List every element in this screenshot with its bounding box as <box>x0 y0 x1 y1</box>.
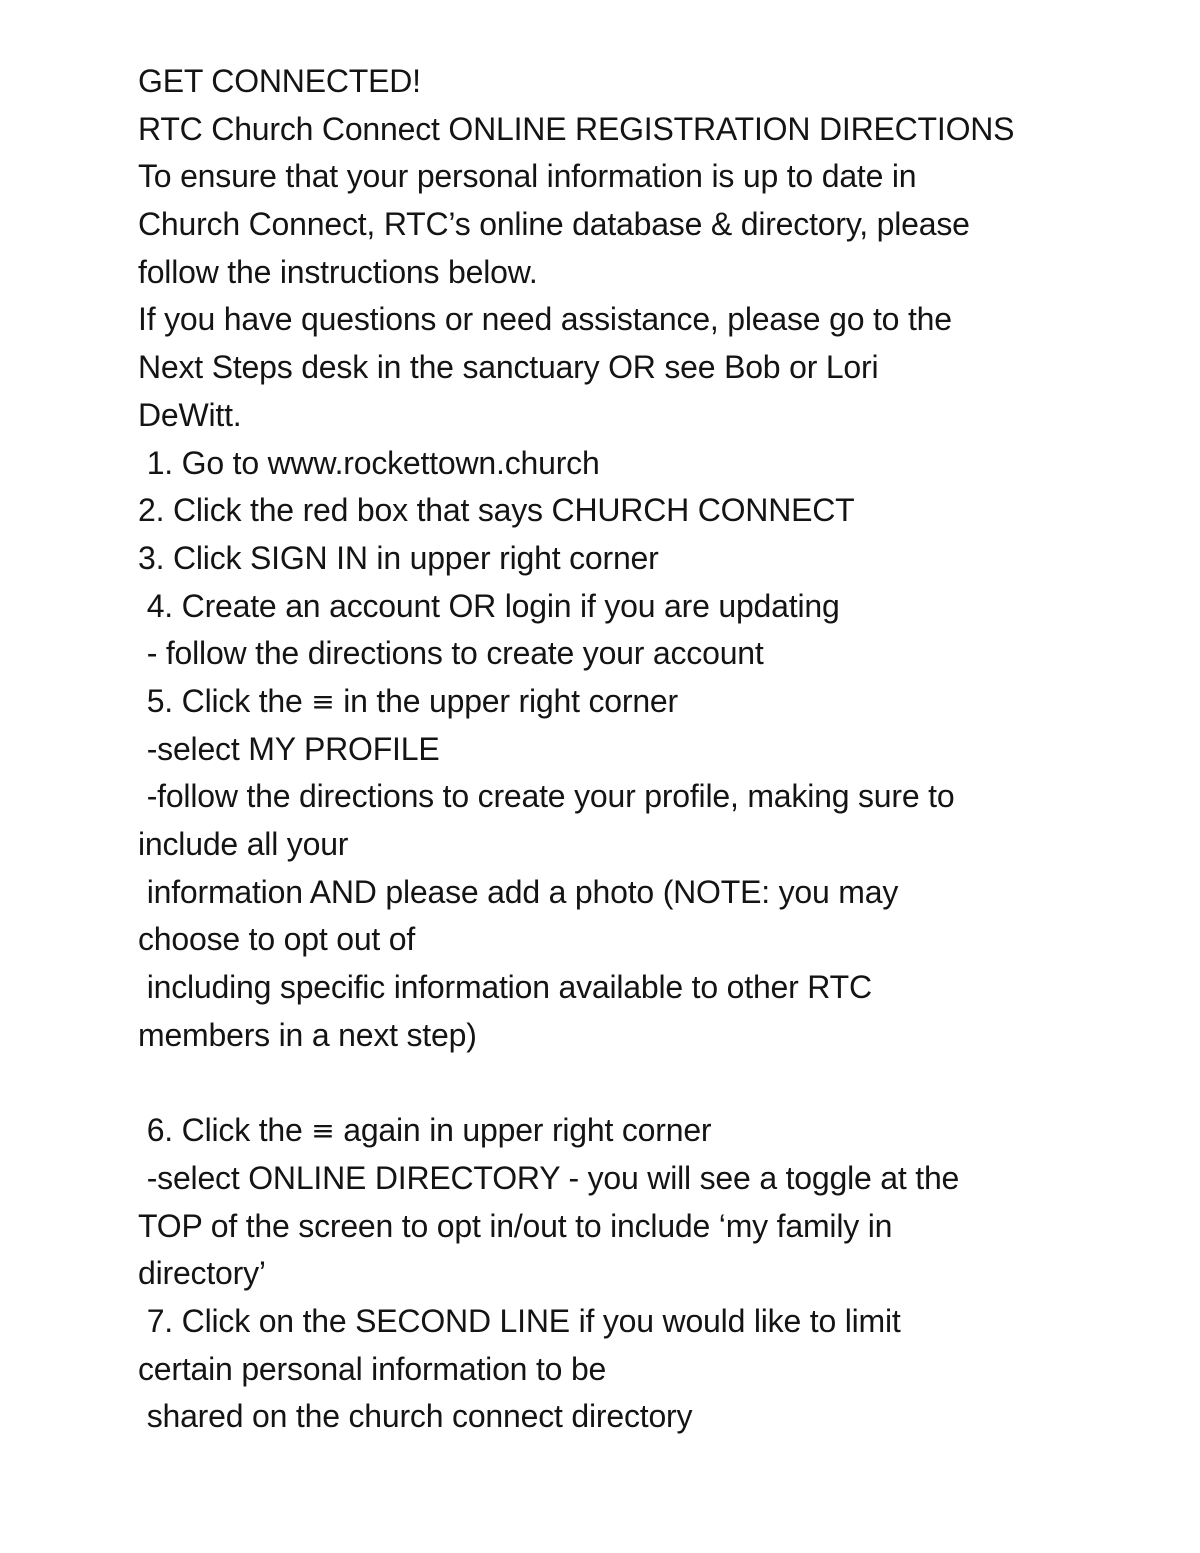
step-6-sub-line: directory’ <box>138 1255 266 1292</box>
step-6-sub-line: -select ONLINE DIRECTORY - you will see a toggle at the <box>138 1159 960 1196</box>
step-1: 1. Go to www.rockettown.church <box>138 444 600 481</box>
help-line: DeWitt. <box>138 396 242 433</box>
step-5-sub-line: members in a next step) <box>138 1016 477 1053</box>
step-6 <box>138 1107 1138 1155</box>
menu-icon: ≡ <box>311 684 335 718</box>
intro-line: To ensure that your personal information is up to date in <box>138 158 917 195</box>
step-2: 2. Click the red box that says CHURCH CONNECT <box>138 492 855 529</box>
step-5-text-end: in the upper right corner <box>334 682 678 719</box>
step-5-sub-line: information AND please add a photo (NOTE: you may <box>138 873 899 910</box>
step-5-sub-line: including specific information available to other RTC <box>138 969 872 1006</box>
intro-line: follow the instructions below. <box>138 253 538 290</box>
step-5-text-start: 5. Click the <box>138 682 312 719</box>
intro-line: Church Connect, RTC’s online database & directory, please <box>138 206 970 243</box>
step-5-sub-line: choose to opt out of <box>138 921 416 958</box>
step-5-sub-line: -follow the directions to create your profile, making sure to <box>138 778 955 815</box>
step-4-sub: - follow the directions to create your account <box>138 635 764 672</box>
menu-icon: ≡ <box>311 1114 335 1148</box>
step-5-sub-line: include all your <box>138 826 349 862</box>
document-body <box>138 58 1138 1441</box>
step-6-text-start: 6. Click the <box>138 1112 312 1149</box>
subheading: RTC Church Connect ONLINE REGISTRATION DIRECTIONS <box>138 110 1015 147</box>
help-line: Next Steps desk in the sanctuary OR see Bob or Lori <box>138 349 879 386</box>
help-line: If you have questions or need assistance, please go to the <box>138 301 952 338</box>
step-7-line: certain personal information to be <box>138 1350 607 1387</box>
step-7-line: shared on the church connect directory <box>138 1398 693 1435</box>
step-5-sub: -select MY PROFILE <box>138 730 440 767</box>
heading: GET CONNECTED! <box>138 63 421 99</box>
step-3: 3. Click SIGN IN in upper right corner <box>138 539 659 576</box>
step-4: 4. Create an account OR login if you are updating <box>138 587 840 624</box>
step-5 <box>138 678 1138 726</box>
spacer <box>138 1059 1138 1107</box>
step-6-sub-line: TOP of the screen to opt in/out to include ‘my family in <box>138 1207 893 1244</box>
step-6-text-end: again in upper right corner <box>334 1112 712 1149</box>
step-7-line: 7. Click on the SECOND LINE if you would like to limit <box>138 1302 901 1339</box>
